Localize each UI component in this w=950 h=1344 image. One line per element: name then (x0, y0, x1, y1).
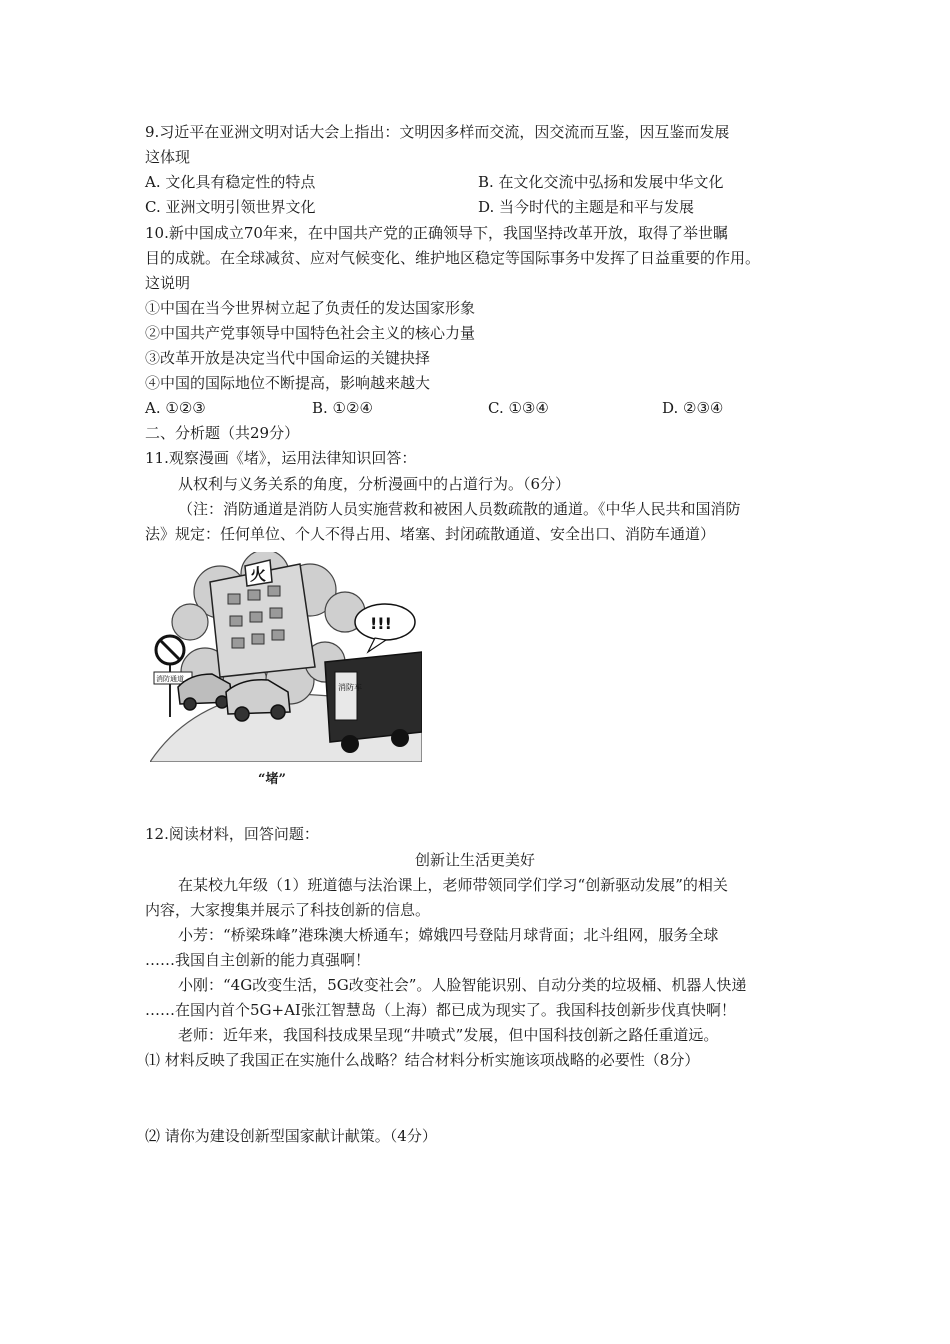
q10-item-4: ④中国的国际地位不断提高，影响越来越大 (145, 374, 431, 392)
q9-option-b: B. 在文化交流中弘扬和发展中华文化 (478, 173, 724, 191)
fire-truck (325, 652, 422, 753)
fire-lane-sign-text: 消防通道 (156, 675, 184, 683)
q11-note-line2: 法》规定：任何单位、个人不得占用、堵塞、封闭疏散通道、安全出口、消防车通道） (145, 525, 716, 543)
q10-option-d: D. ②③④ (662, 399, 724, 417)
q10-stem-line2: 目的成就。在全球减贫、应对气候变化、维护地区稳定等国际事务中发挥了日益重要的作用。 (145, 249, 761, 267)
q10-option-b: B. ①②④ (312, 399, 373, 417)
q12-para3-line1: 小刚：“4G改变生活，5G改变社会”。人脸智能识别、自动分类的垃圾桶、机器人快递 (178, 976, 747, 994)
q11-stem: 11.观察漫画《堵》，运用法律知识回答： (145, 449, 417, 467)
q12-para4: 老师：近年来，我国科技成果呈现“井喷式”发展，但中国科技创新之路任重道远。 (178, 1026, 719, 1044)
q12-para3-line2: ……在国内首个5G+AI张江智慧岛（上海）都已成为现实了。我国科技创新步伐真快啊！ (145, 1001, 736, 1019)
q12-material-title: 创新让生活更美好 (414, 851, 535, 869)
q12-subquestion-1: ⑴ 材料反映了我国正在实施什么战略？结合材料分析实施该项战略的必要性（8分） (145, 1051, 700, 1069)
q12-subquestion-2: ⑵ 请你为建设创新型国家献计献策。（4分） (145, 1127, 437, 1145)
q11-note-line1: （注：消防通道是消防人员实施营救和被困人员数疏散的通道。《中华人民共和国消防 (178, 500, 741, 518)
q9-stem-line1: 9.习近平在亚洲文明对话大会上指出：文明因多样而交流，因交流而互鉴，因互鉴而发展 (145, 123, 730, 141)
q12-para2-line1: 小芳：“桥梁珠峰”港珠澳大桥通车；嫦娥四号登陆月球背面；北斗组网，服务全球 (178, 926, 719, 944)
q10-stem-line1: 10.新中国成立70年来，在中国共产党的正确领导下，我国坚持改革开放，取得了举世瞩 (145, 224, 728, 242)
fire-truck-label: 消防车 (338, 683, 362, 692)
q10-item-1: ①中国在当今世界树立起了负责任的发达国家形象 (145, 299, 476, 317)
q10-option-a: A. ①②③ (145, 399, 206, 417)
section-heading: 二、分析题（共29分） (145, 424, 300, 442)
q12-stem: 12.阅读材料，回答问题： (145, 825, 319, 843)
speech-bubble (355, 604, 415, 652)
q9-option-a: A. 文化具有稳定性的特点 (145, 173, 316, 191)
q11-prompt: 从权利与义务关系的角度，分析漫画中的占道行为。（6分） (178, 475, 571, 493)
q10-stem-line3: 这说明 (145, 274, 191, 292)
q12-para1-line2: 内容，大家搜集并展示了科技创新的信息。 (145, 901, 431, 919)
q9-option-c: C. 亚洲文明引领世界文化 (145, 198, 316, 216)
q12-para1-line1: 在某校九年级（1）班道德与法治课上，老师带领同学们学习“创新驱动发展”的相关 (178, 876, 728, 894)
q10-item-3: ③改革开放是决定当代中国命运的关键抉择 (145, 349, 431, 367)
fire-character: 火 (250, 565, 267, 584)
q10-option-c: C. ①③④ (488, 399, 549, 417)
cartoon-illustration (150, 552, 422, 762)
q10-item-2: ②中国共产党事领导中国特色社会主义的核心力量 (145, 324, 476, 342)
exclamation-text: !!! (370, 614, 392, 633)
q9-stem-line2: 这体现 (145, 148, 191, 166)
cartoon-caption: “堵” (258, 772, 286, 787)
q9-option-d: D. 当今时代的主题是和平与发展 (478, 198, 695, 216)
q12-para2-line2: ……我国自主创新的能力真强啊！ (145, 951, 371, 969)
